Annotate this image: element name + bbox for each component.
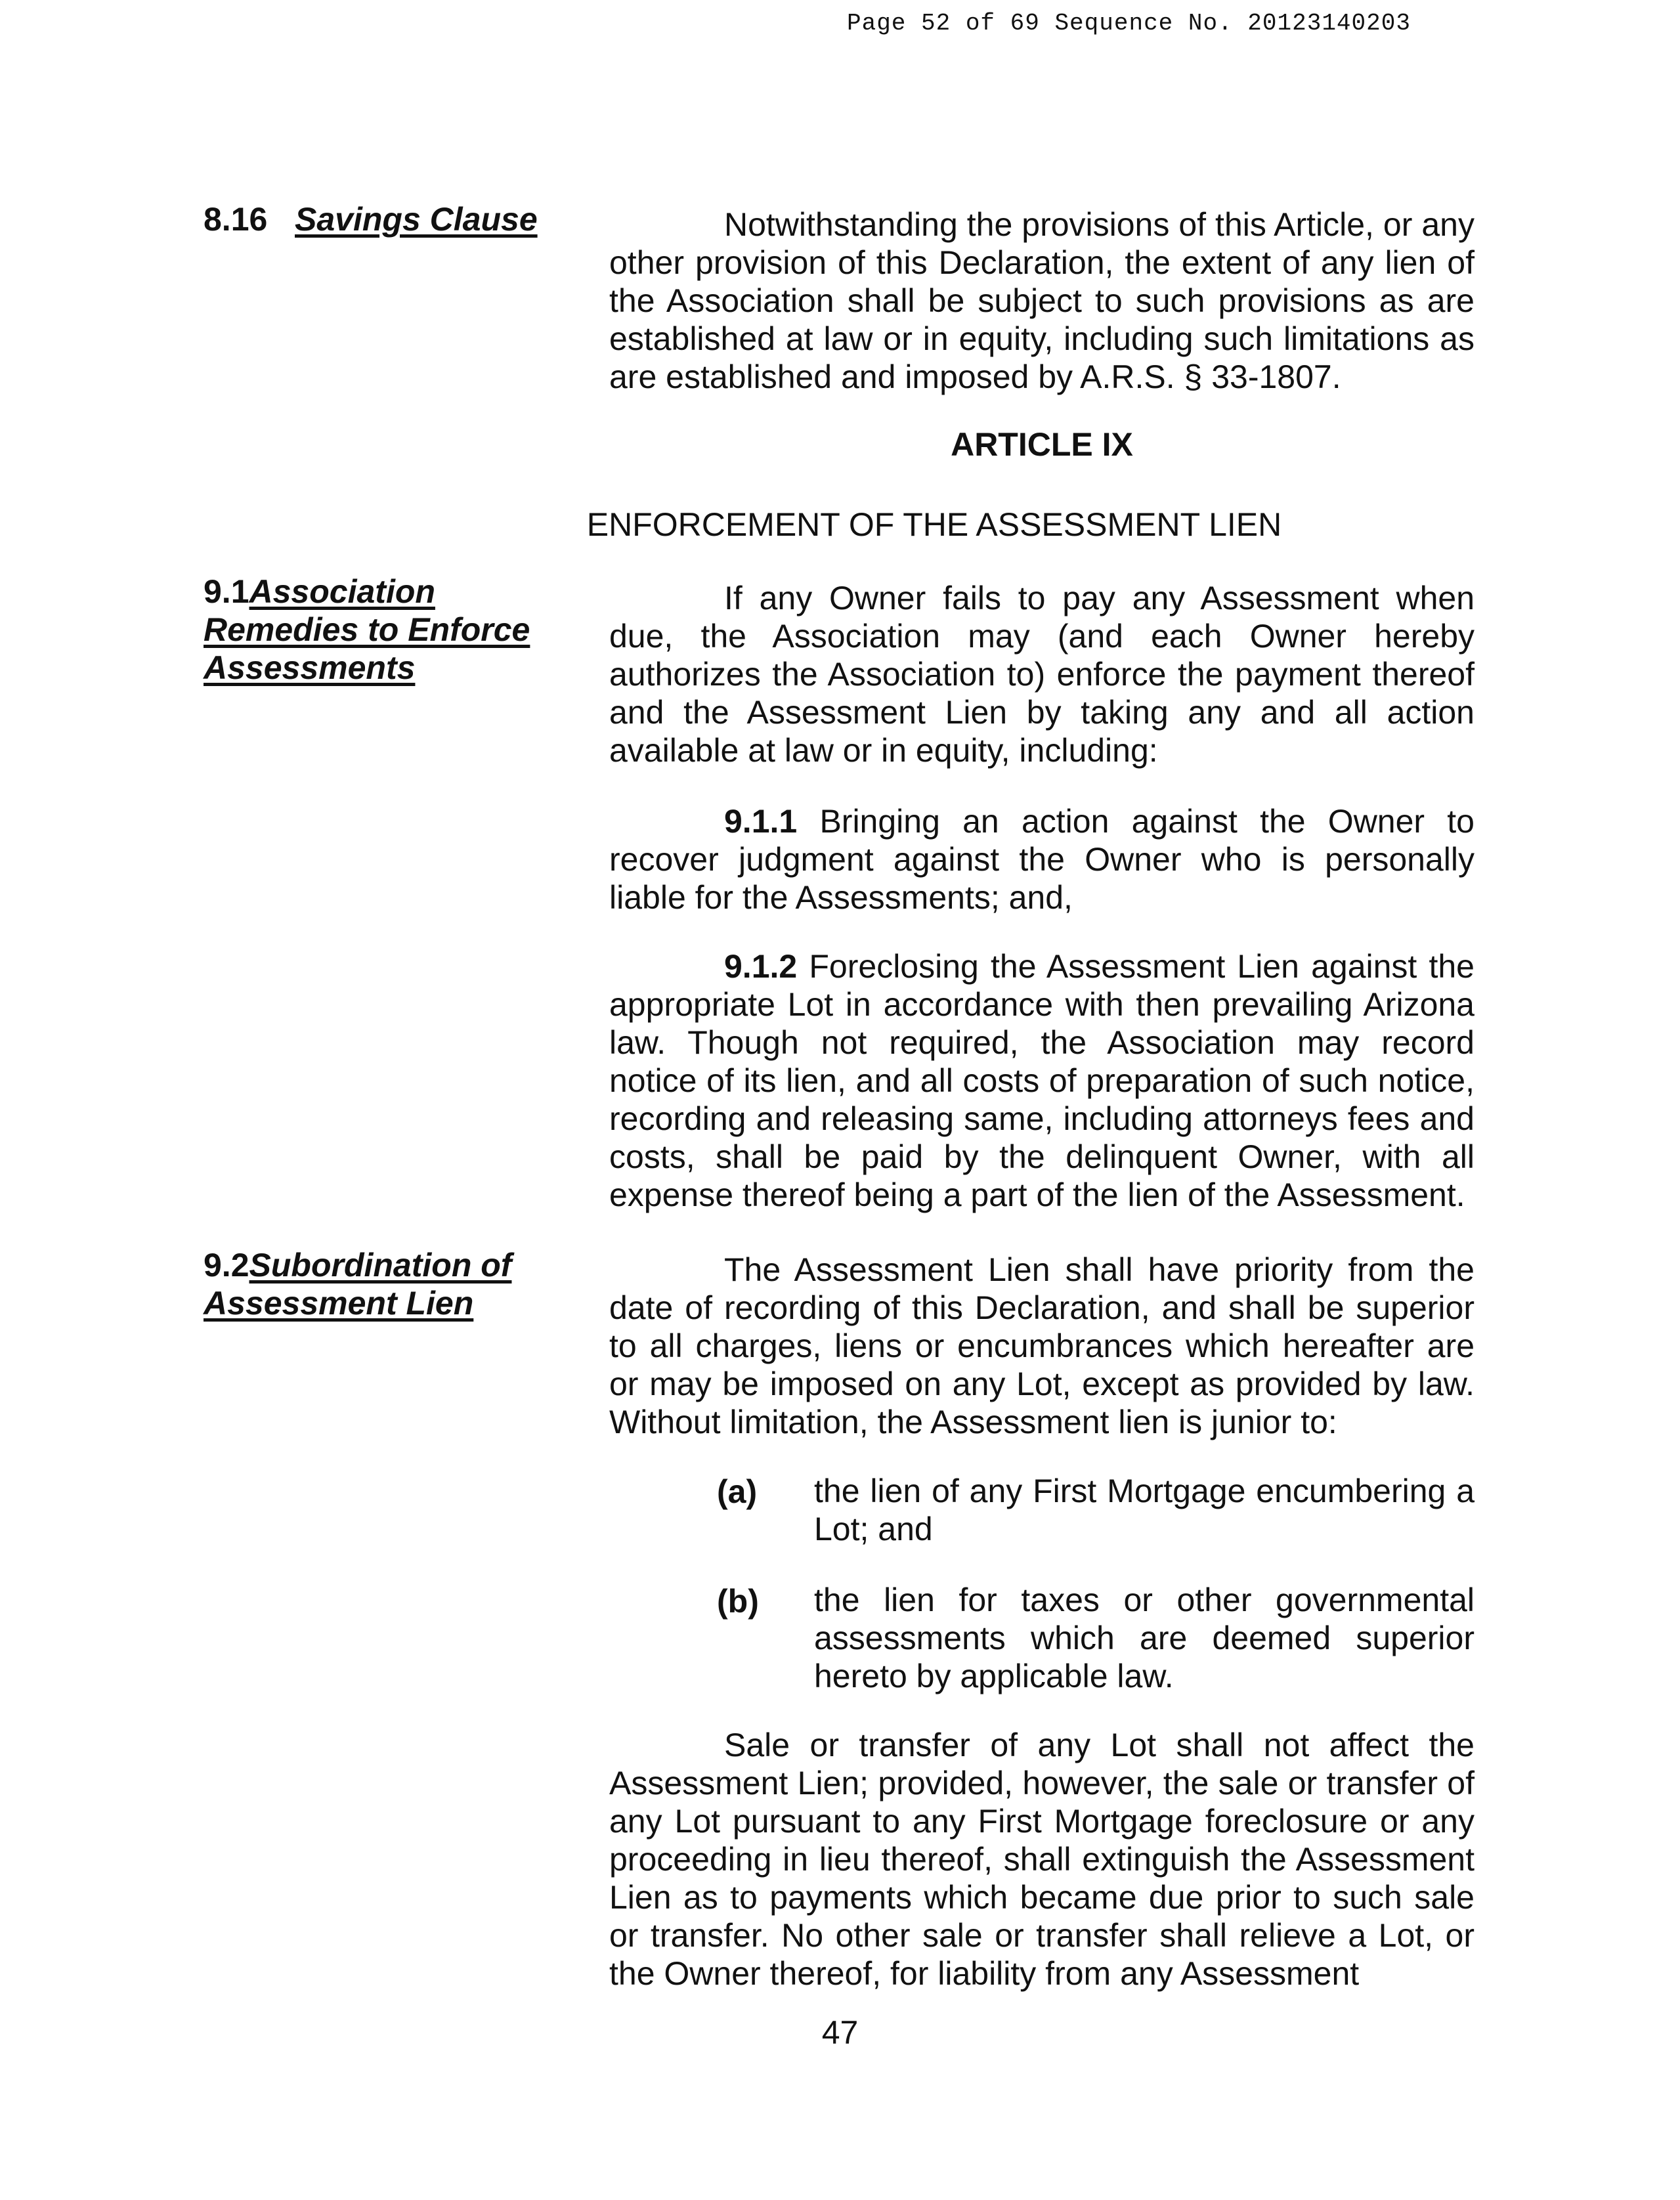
section-9-2-heading — [204, 1246, 571, 1322]
paragraph: If any Owner fails to pay any Assessment when due, the Association may (and each Owner hereby authorizes the Association to) enforce the payment thereof and the Assessment Lien by taking any and all action available at law or in equity, including: — [609, 580, 1475, 769]
subsection-text: Bringing an action against the Owner to recover judgment against the Owner who is personally liable for the Assessments; and, — [609, 803, 1475, 916]
section-number: 9.2 — [204, 1247, 249, 1283]
section-8-16-body — [609, 205, 1475, 396]
subsection-number: 9.1.2 — [724, 948, 798, 985]
subsection-number: 9.1.1 — [724, 803, 798, 840]
list-label-b: (b) — [717, 1583, 759, 1620]
list-text-a: the lien of any First Mortgage encumbering a Lot; and — [814, 1473, 1475, 1547]
paragraph — [609, 947, 1475, 1214]
section-title: Savings Clause — [295, 201, 538, 238]
section-9-2-closing — [609, 1726, 1475, 1993]
section-9-1-body — [609, 579, 1475, 769]
paragraph: Sale or transfer of any Lot shall not affect the Assessment Lien; provided, however, the sale or transfer of any Lot pursuant to any First Mortgage foreclosure or any proceeding in lieu thereof, shall extinguish the Assessment Lien as to payments which became due prior to such sale or transfer. No other sale or transfer shall relieve a Lot, or the Owner thereof, for liability from any Assessment — [609, 1727, 1475, 1992]
subsection-9-1-1 — [609, 802, 1475, 917]
subsection-text: Foreclosing the Assessment Lien against the appropriate Lot in accordance with then prevailing Arizona law. Though not required, the Association may record notice of its lien, and all costs of preparation of such notice, recording and releasing same, including attorneys fees and costs, shall be paid by the delinquent Owner, with all expense thereof being a part of the lien of the Assessment. — [609, 948, 1475, 1213]
section-8-16-heading — [204, 200, 597, 238]
page-number: 47 — [821, 2014, 859, 2051]
section-number: 9.1 — [204, 573, 249, 610]
section-9-2-body — [609, 1251, 1475, 1441]
page-header: Page 52 of 69 Sequence No. 20123140203 — [847, 10, 1411, 37]
section-9-1-heading — [204, 572, 571, 687]
paragraph: Notwithstanding the provisions of this Article, or any other provision of this Declaration, the extent of any lien of the Association shall be subject to such provisions as are established at law or in equity, including such limitations as are established and imposed by A.R.S. § 33-1807. — [609, 206, 1475, 395]
section-title: Association Remedies to Enforce Assessments — [204, 573, 530, 686]
article-title: ARTICLE IX — [951, 426, 1133, 463]
section-number: 8.16 — [204, 201, 268, 238]
list-label-a: (a) — [717, 1473, 758, 1510]
list-text-b: the lien for taxes or other governmental assessments which are deemed superior hereto by applicable law. — [814, 1582, 1475, 1694]
article-subtitle: ENFORCEMENT OF THE ASSESSMENT LIEN — [586, 506, 1282, 543]
paragraph: The Assessment Lien shall have priority from the date of recording of this Declaration, and shall be superior to all charges, liens or encumbrances which hereafter are or may be imposed on any Lot, except as provided by law. Without limitation, the Assessment lien is junior to: — [609, 1251, 1475, 1440]
subsection-9-1-2 — [609, 947, 1475, 1214]
section-title: Subordination of Assessment Lien — [204, 1247, 512, 1322]
paragraph — [609, 802, 1475, 917]
